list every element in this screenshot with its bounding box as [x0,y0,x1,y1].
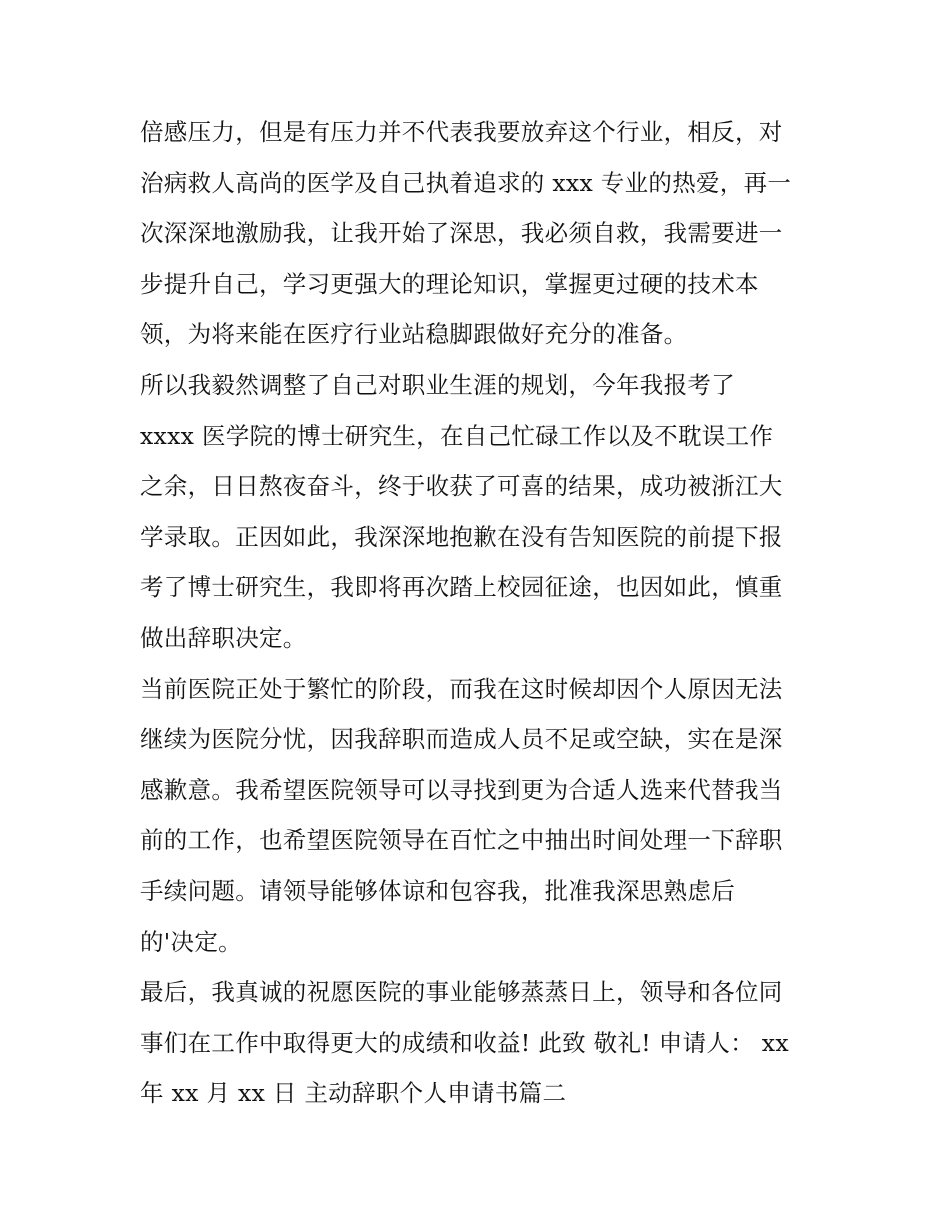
text-line: 手续问题。请领导能够体谅和包容我，批准我深思熟虑后 [140,876,735,905]
text-line: 领，为将来能在医疗行业站稳脚跟做好充分的准备。 [140,320,688,349]
document-body [140,107,840,1119]
text-line: 治病救人高尚的医学及自己执着追求的 xxx 专业的热爱，再一 [140,168,792,197]
text-line: 最后，我真诚的祝愿医院的事业能够蒸蒸日上，领导和各位同 [140,978,783,1007]
text-line: 事们在工作中取得更大的成绩和收益! 此致 敬礼! 申请人： xx [140,1028,789,1057]
text-line: 之余，日日熬夜奋斗，终于收获了可喜的结果，成功被浙江大 [140,472,783,501]
text-line: 当前医院正处于繁忙的阶段，而我在这时候却因个人原因无法 [140,674,783,703]
text-line: 次深深地激励我，让我开始了深思，我必须自救，我需要进一 [140,219,783,248]
text-line: 所以我毅然调整了自己对职业生涯的规划，今年我报考了 [140,370,735,399]
text-line: xxxx 医学院的博士研究生，在自己忙碌工作以及不耽误工作 [140,421,774,450]
text-line: 做出辞职决定。 [140,623,307,652]
text-line: 感歉意。我希望医院领导可以寻找到更为合适人选来代替我当 [140,775,783,804]
text-line: 学录取。正因如此，我深深地抱歉在没有告知医院的前提下报 [140,522,783,551]
text-line: 年 xx 月 xx 日 主动辞职个人申请书篇二 [140,1079,567,1108]
text-line: 步提升自己，学习更强大的理论知识，掌握更过硬的技术本 [140,269,759,298]
text-line: 继续为医院分忧，因我辞职而造成人员不足或空缺，实在是深 [140,725,783,754]
text-line: 前的工作，也希望医院领导在百忙之中抽出时间处理一下辞职 [140,826,783,855]
text-line: 倍感压力，但是有压力并不代表我要放弃这个行业，相反，对 [140,118,783,146]
text-line: 的'决定。 [140,927,242,956]
text-line: 考了博士研究生，我即将再次踏上校园征途，也因如此，慎重 [140,573,783,602]
